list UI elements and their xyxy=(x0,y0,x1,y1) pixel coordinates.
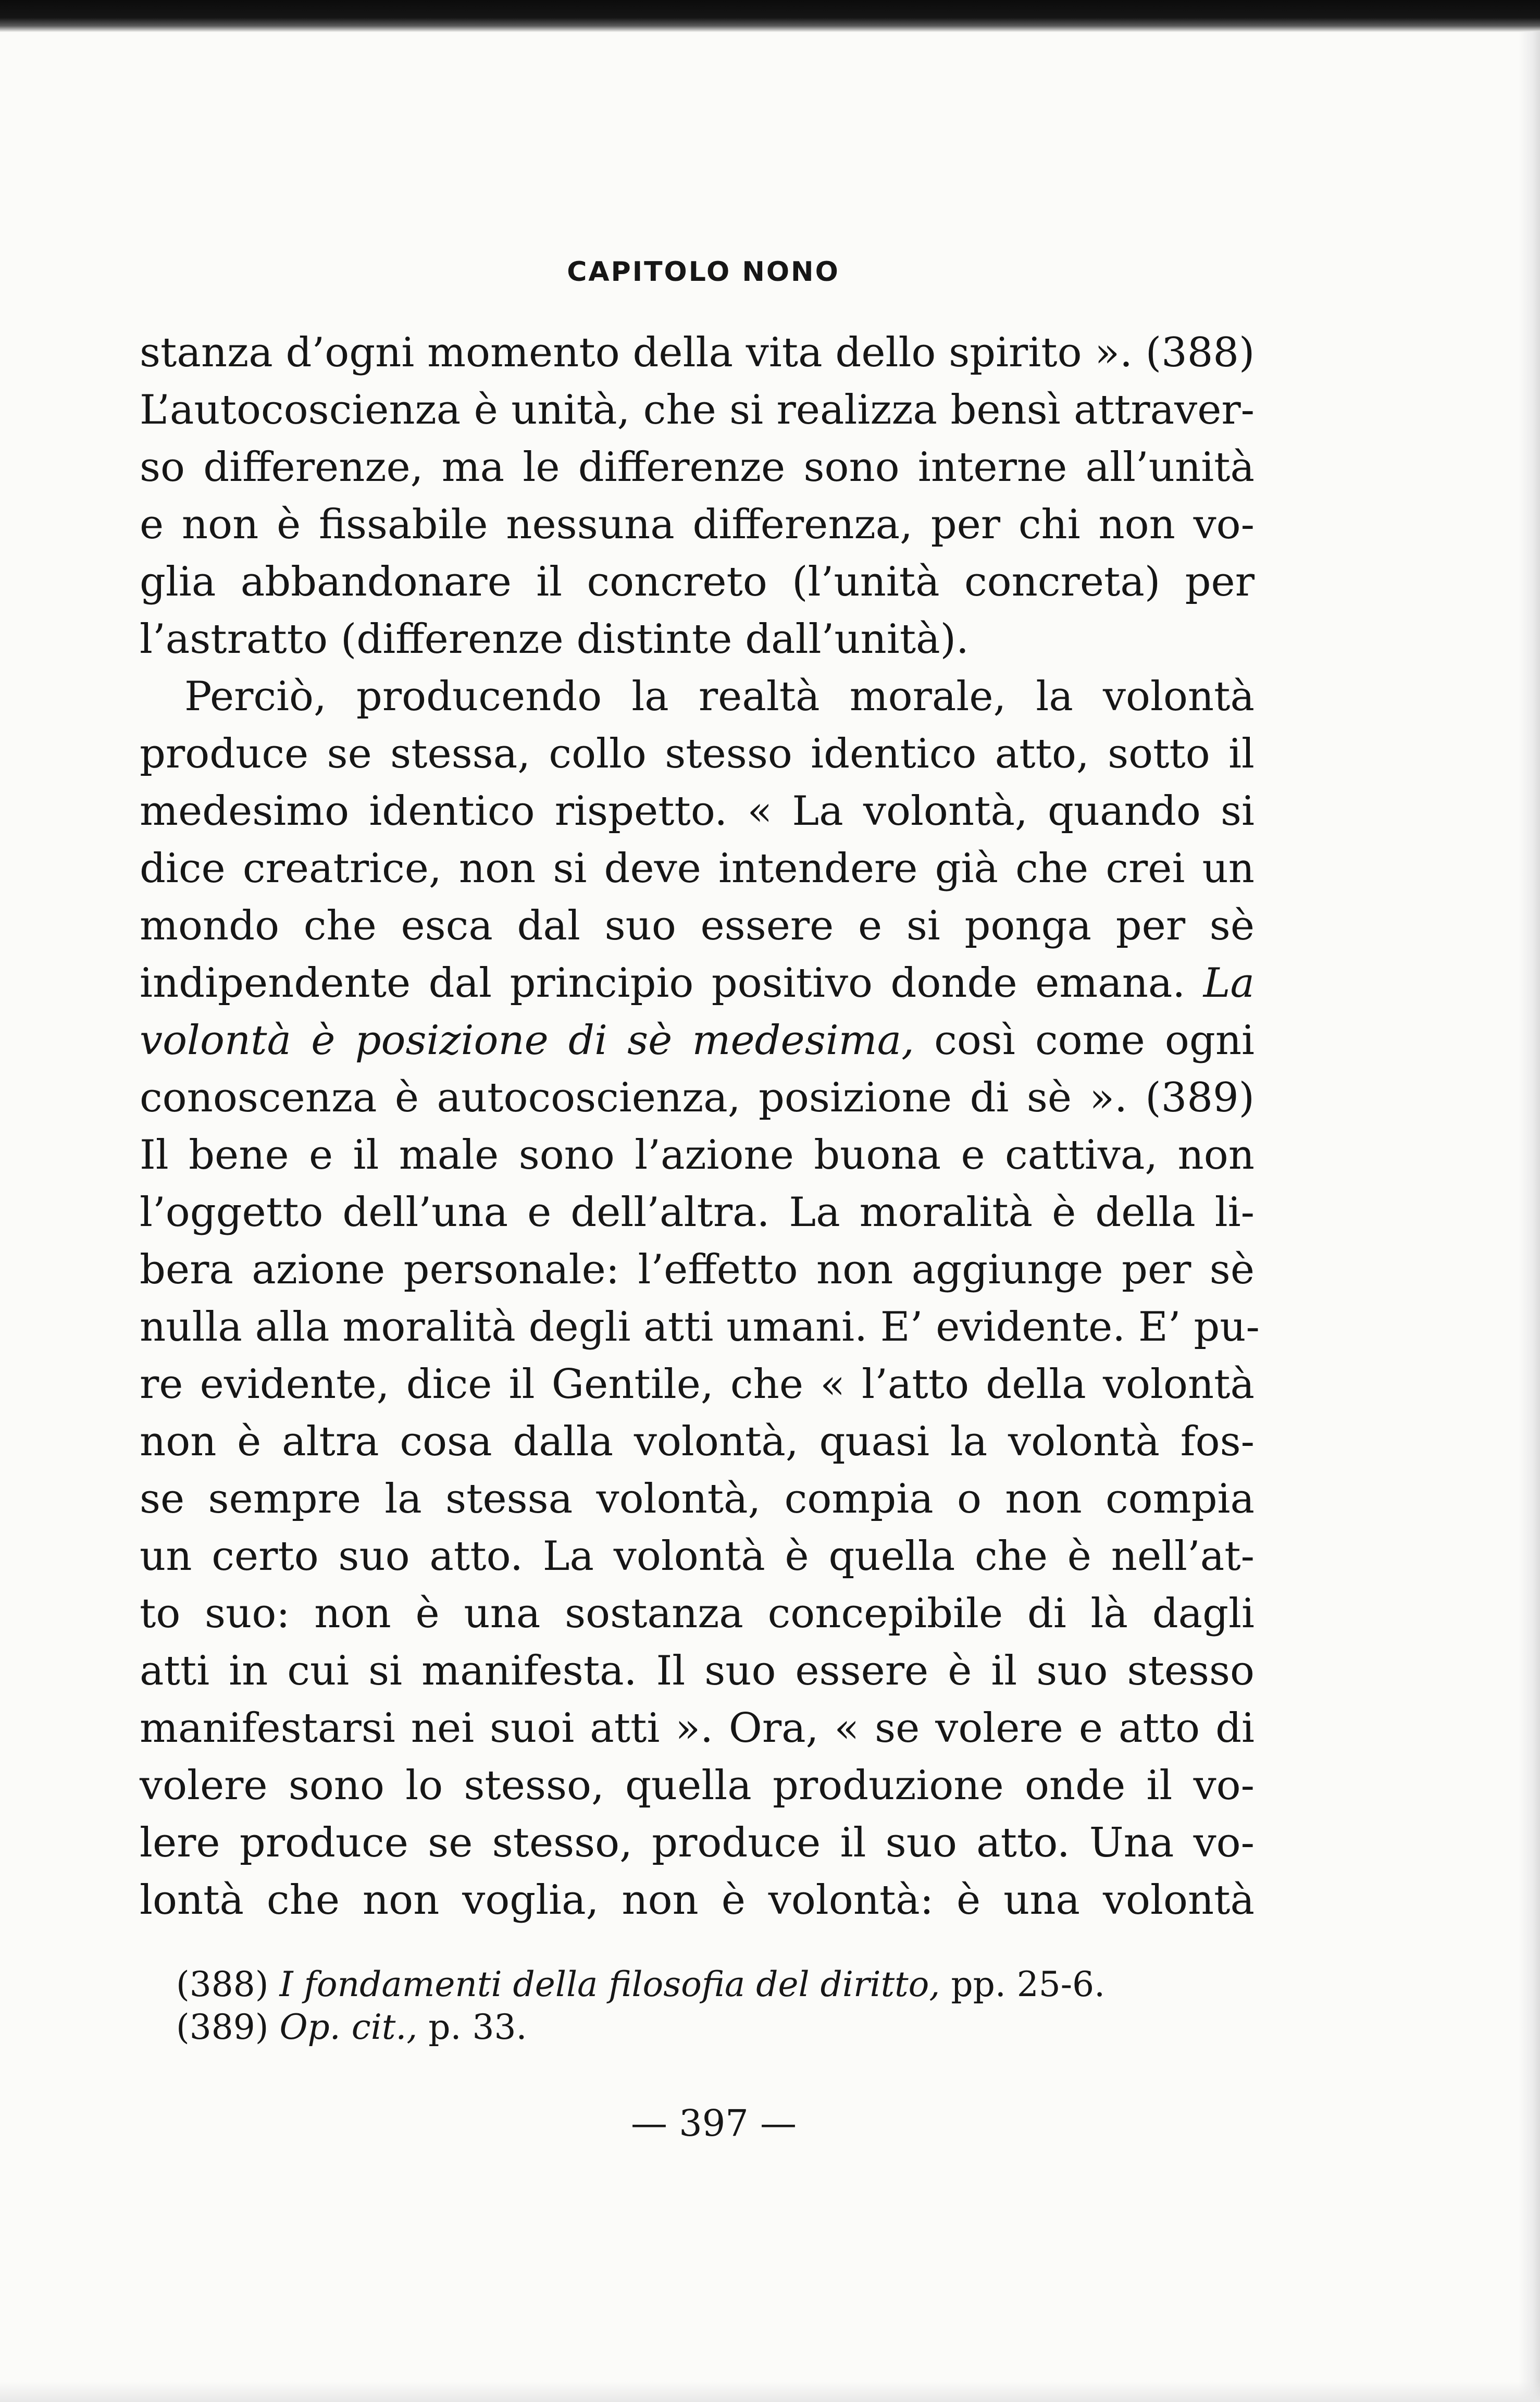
text-line: dice creatrice, non si deve intendere già che crei un xyxy=(140,845,1255,892)
text-line: indipendente dal principio positivo donde emana. La xyxy=(140,960,1255,1007)
text-line: lere produce se stesso, produce il suo atto. Una vo- xyxy=(140,1819,1255,1866)
scan-top-edge xyxy=(0,0,1540,32)
text-line: l’astratto (differenze distinte dall’unità). xyxy=(140,616,969,663)
text-line: conoscenza è autocoscienza, posizione di sè ». (389) xyxy=(140,1074,1255,1121)
text-line: volere sono lo stesso, quella produzione onde il vo- xyxy=(140,1762,1255,1809)
text-line: se sempre la stessa volontà, compia o non compia xyxy=(140,1476,1255,1522)
text-line: manifestarsi nei suoi atti ». Ora, « se volere e atto di xyxy=(140,1705,1255,1752)
text-line: re evidente, dice il Gentile, che « l’atto della volontà xyxy=(140,1361,1255,1408)
text-line: Il bene e il male sono l’azione buona e cattiva, non xyxy=(140,1132,1255,1179)
text-line: volontà è posizione di sè medesima, così come ogni xyxy=(140,1017,1255,1064)
text-line: medesimo identico rispetto. « La volontà, quando si xyxy=(140,788,1255,835)
scan-bottom-edge xyxy=(0,2381,1540,2402)
text-line: to suo: non è una sostanza concepibile di là dagli xyxy=(140,1590,1255,1637)
text-line: L’autocoscienza è unità, che si realizza bensì attraver- xyxy=(140,387,1255,434)
text-line: bera azione personale: l’effetto non aggiunge per sè xyxy=(140,1246,1255,1293)
text-line: Perciò, producendo la realtà morale, la volontà xyxy=(184,673,1255,720)
running-head: CAPITOLO NONO xyxy=(567,256,840,288)
footnote: (388) I fondamenti della filosofia del diritto, pp. 25-6. xyxy=(176,1964,1106,2004)
body-text xyxy=(140,324,1260,1929)
scan-right-edge xyxy=(1519,31,1540,2402)
footnotes xyxy=(176,1963,1270,2049)
text-line: l’oggetto dell’una e dell’altra. La moralità è della li- xyxy=(140,1189,1255,1236)
text-line: produce se stessa, collo stesso identico atto, sotto il xyxy=(140,730,1255,777)
footnote: (389) Op. cit., p. 33. xyxy=(176,2007,527,2047)
text-line: nulla alla moralità degli atti umani. E’ evidente. E’ pu- xyxy=(140,1304,1260,1351)
text-line: stanza d’ogni momento della vita dello spirito ». (388) xyxy=(140,329,1255,376)
page-number: — 397 — xyxy=(630,2102,797,2145)
text-line: mondo che esca dal suo essere e si ponga per sè xyxy=(140,902,1255,949)
text-line: lontà che non voglia, non è volontà: è una volontà xyxy=(140,1877,1255,1924)
text-line: so differenze, ma le differenze sono interne all’unità xyxy=(140,444,1255,491)
text-line: non è altra cosa dalla volontà, quasi la volontà fos- xyxy=(140,1418,1255,1465)
text-line: glia abbandonare il concreto (l’unità concreta) per xyxy=(140,559,1255,605)
text-line: e non è fissabile nessuna differenza, per chi non vo- xyxy=(140,501,1255,548)
text-line: atti in cui si manifesta. Il suo essere è il suo stesso xyxy=(140,1648,1255,1694)
text-line: un certo suo atto. La volontà è quella che è nell’at- xyxy=(140,1533,1255,1580)
